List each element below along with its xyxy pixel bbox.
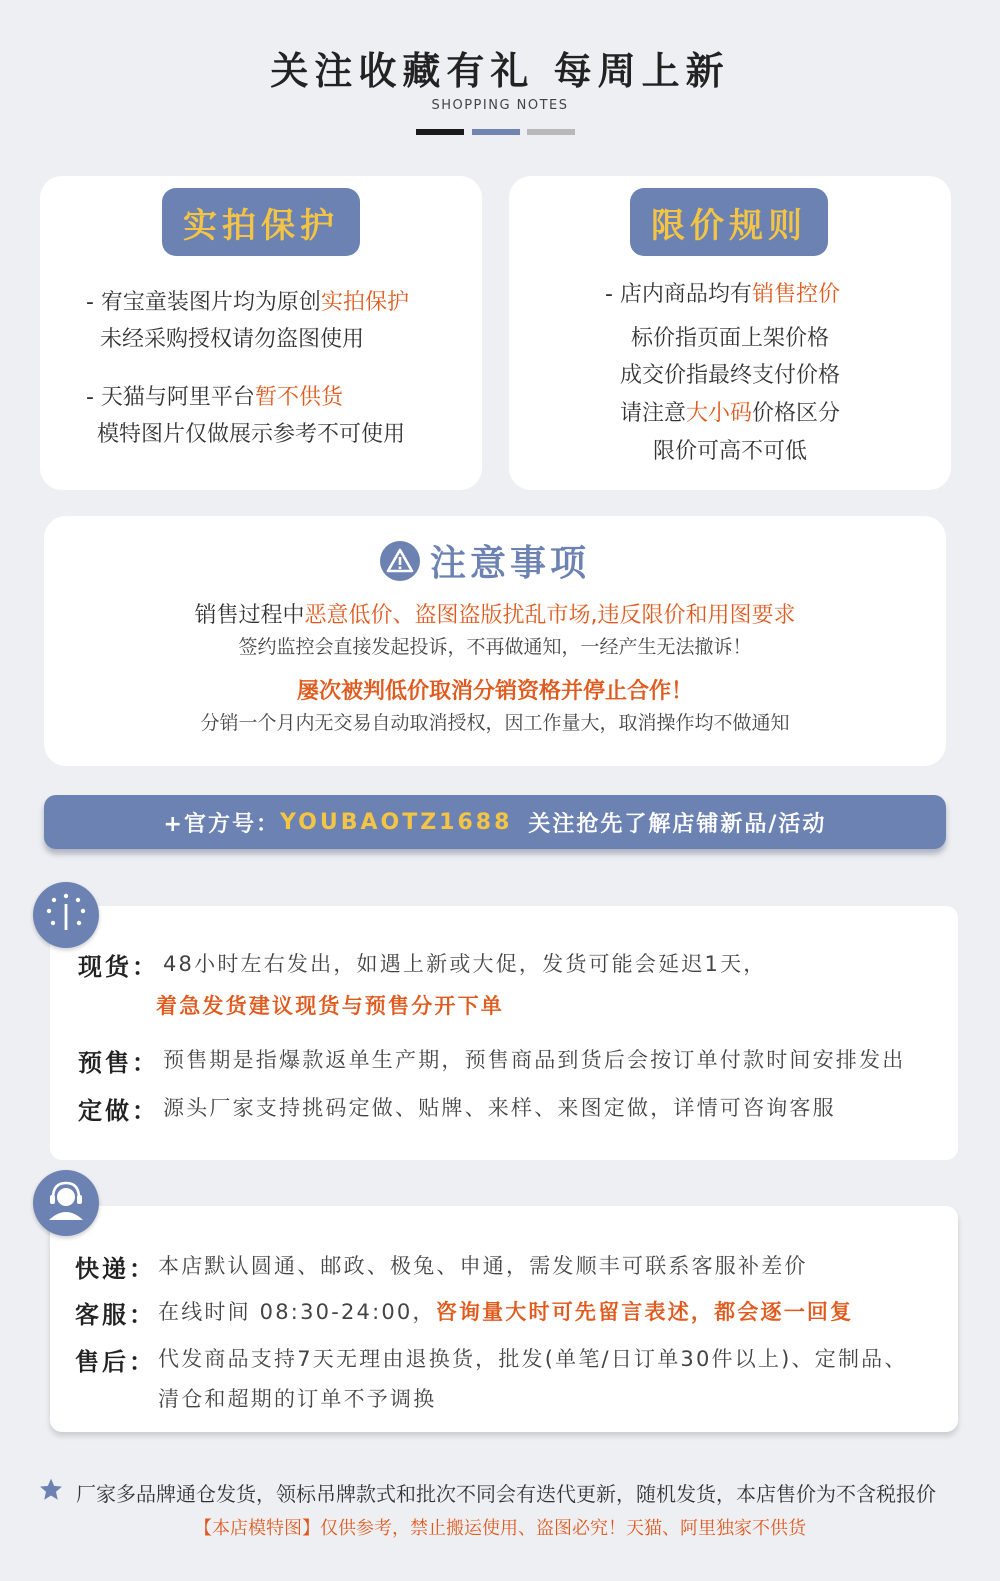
attention-line-1: 销售过程中恶意低价、盗图盗版扰乱市场,违反限价和用图要求: [194, 603, 796, 628]
after-sales-text-2: 清仓和超期的订单不予调换: [158, 1387, 437, 1411]
star-icon: [38, 1477, 64, 1506]
price-line-4: 请注意大小码价格区分: [619, 401, 841, 426]
divider-blue: [472, 129, 520, 135]
price-line-2: 标价指页面上架价格: [630, 326, 829, 351]
express-label: 快递：: [75, 1255, 156, 1283]
divider-gray: [527, 129, 575, 135]
stock-note: 着急发货建议现货与预售分开下单: [156, 994, 504, 1018]
express-text: 本店默认圆通、邮政、极兔、申通，需发顺丰可联系客服补差价: [158, 1254, 808, 1278]
clock-icon: [33, 882, 99, 948]
attention-line-3: 屡次被判低价取消分销资格并停止合作！: [296, 679, 693, 704]
photo-line-1: - 宥宝童装图片均为原创实拍保护: [86, 290, 409, 315]
customer-service-icon: [33, 1170, 99, 1236]
after-sales-text-1: 代发商品支持7天无理由退换货，批发(单笔/日订单30件以上)、定制品、: [158, 1347, 908, 1371]
presale-label: 预售：: [78, 1049, 159, 1077]
banner-suffix: 关注抢先了解店铺新品/活动: [528, 811, 827, 837]
page-subtitle: SHOPPING NOTES: [431, 98, 569, 113]
attention-line-4: 分销一个月内无交易自动取消授权，因工作量大，取消操作均不做通知: [200, 712, 790, 734]
footer-note: 厂家多品牌通仓发货，领标吊牌款式和批次不同会有迭代更新，随机发货，本店售价为不含税报价: [76, 1482, 936, 1506]
attention-title: 注意事项: [430, 543, 591, 584]
presale-text: 预售期是指爆款返单生产期，预售商品到货后会按订单付款时间安排发出: [163, 1048, 906, 1072]
price-line-5: 限价可高不可低: [652, 439, 807, 464]
stock-text: 48小时左右发出，如遇上新或大促，发货可能会延迟1天，: [163, 952, 767, 976]
banner-prefix: +官方号：: [163, 811, 280, 837]
banner-account: YOUBAOTZ1688: [279, 809, 513, 835]
divider-black: [416, 129, 464, 135]
footer-warning: 【本店模特图】仅供参考，禁止搬运使用、盗图必究！天猫、阿里独家不供货: [194, 1518, 806, 1539]
custom-label: 定做：: [78, 1097, 159, 1125]
attention-heading: [380, 535, 590, 586]
warning-icon: [380, 541, 420, 581]
photo-line-2: 未经采购授权请勿盗图使用: [100, 327, 365, 352]
photo-line-3: - 天猫与阿里平台暂不供货: [86, 385, 343, 410]
cs-label: 客服：: [75, 1301, 156, 1329]
photo-protection-pill: 实拍保护: [162, 188, 360, 256]
page-title: 关注收藏有礼 每周上新: [270, 49, 730, 93]
price-rules-pill: 限价规则: [630, 188, 828, 256]
official-account-banner: [44, 795, 946, 849]
custom-text: 源头厂家支持挑码定做、贴牌、来样、来图定做，详情可咨询客服: [163, 1096, 836, 1120]
stock-label: 现货：: [78, 953, 159, 981]
after-sales-label: 售后：: [75, 1348, 156, 1376]
cs-text: 在线时间 08:30-24:00，咨询量大时可先留言表述，都会逐一回复: [158, 1300, 854, 1324]
price-line-3: 成交价指最终支付价格: [619, 363, 840, 388]
photo-line-4: 模特图片仅做展示参考不可使用: [97, 422, 406, 447]
attention-line-2: 签约监控会直接发起投诉，不再做通知，一经产生无法撤诉！: [238, 636, 752, 658]
price-line-1: - 店内商品均有销售控价: [605, 282, 840, 307]
